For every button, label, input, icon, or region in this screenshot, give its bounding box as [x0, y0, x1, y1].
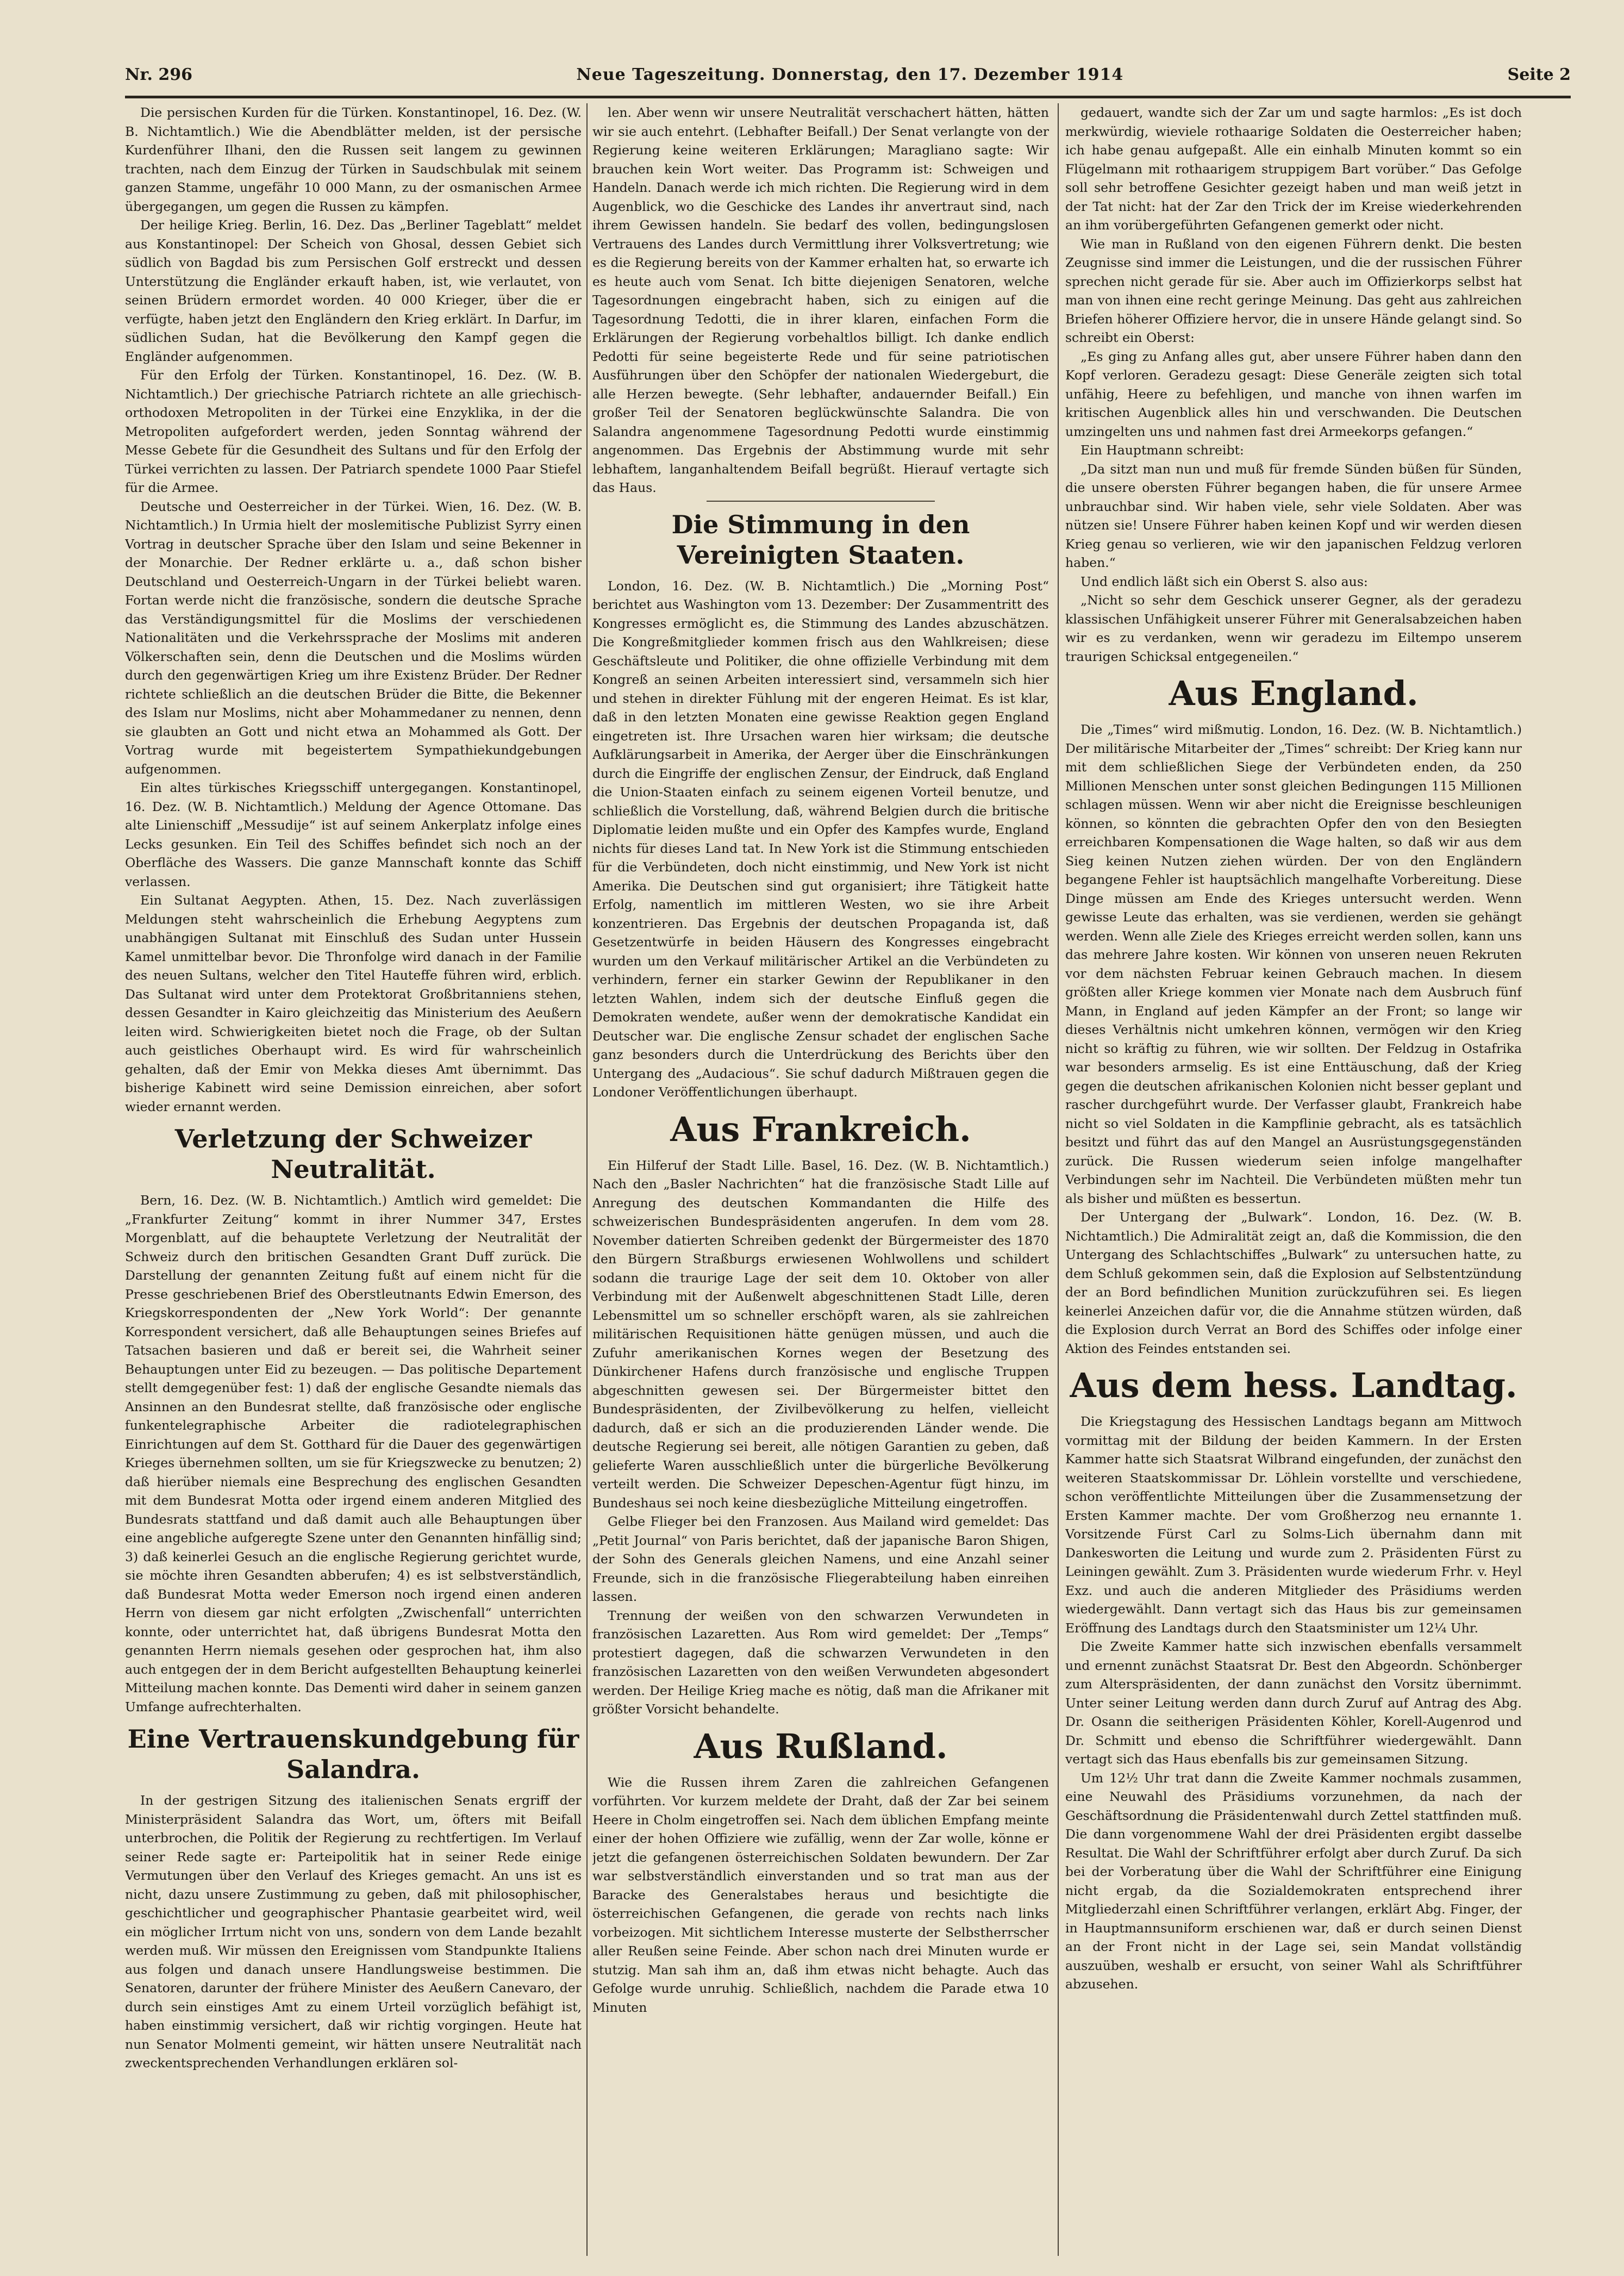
headline-england: Aus England. [1169, 674, 1419, 713]
article-salandra-continued: len. Aber wenn wir unsere Neutralität verschachert hätten, hätten wir sie auch entehrt. (Lebhafter Beifall.) Der Senat verlangte von der Regierung keine weiteren Erklärungen; Maragliano sagte: Wir brauchen kein Wort weiter. Das Programm ist: Schweigen und Handeln. Danach werde ich mich richten. Die Regierung wird in dem Augenblick, wo die Geschicke des Landes ihr anvertraut sind, nach ihrem Gewissen handeln. Sie bedarf des vollen, bedingungslosen Vertrauens des Landes durch Vermittlung ihrer Volksvertretung; wie es die Regierung bereits von der Kammer erhalten hat, so erwarte ich es heute auch vom Senat. Ich bitte diejenigen Senatoren, welche Tagesordnungen eingebracht haben, sich zu einigen auf die Tagesordnung Tedotti, die in ihrer klaren, einfachen Form die Erklärungen der Regierung vorbehaltlos billigt. Ich danke endlich Pedotti für seine begeisterte Rede und für seine patriotischen Ausführungen über den Schöpfer der nationalen Wiedergeburt, die alle Herzen bewegte. (Sehr lebhafter, andauernder Beifall.) Ein großer Teil der Senatoren beglückwünschte Salandra. Die von Salandra angenommene Tagesordnung Pedotti wurde einstimmig angenommen. Das Ergebnis der Abstimmung wurde mit sehr lebhaftem, langanhaltendem Beifall begrüßt. Hierauf vertagte sich das Haus. [592, 105, 1049, 495]
article-bulwark: Der Untergang der „Bulwark“. London, 16. Dez. (W. B. Nichtamtlich.) Die Admiralität zeigt an, daß die Kommission, die den Untergang des Schlachtschiffes „Bulwark“ zu untersuchen hatte, zu dem Schluß gekommen sein, daß die Explosion auf Selbstentzündung der an Bord befindlichen Munition zurückzuführen sei. Es liegen keinerlei Anzeichen dafür vor, die die Annahme stützen würden, daß die Explosion durch Verrat an Bord des Schiffes oder infolge einer Aktion des Feindes entstanden sei. [1065, 1209, 1522, 1356]
column-1 [125, 103, 582, 2256]
quote-colonel-s: „Nicht so sehr dem Geschick unserer Gegner, als der geradezu klassischen Unfähigkeit unserer Führer mit Generalsabzeichen haben wir es zu verdanken, wenn wir geradezu im Eiltempo unserem traurigen Schicksal entgegeneilen.“ [1065, 593, 1522, 664]
article-sultanate-egypt: Ein Sultanat Aegypten. Athen, 15. Dez. Nach zuverlässigen Meldungen steht wahrscheinlich die Erhebung Aegyptens zum unabhängigen Sultanat mit Einschluß des Sudan unter Hussein Kamel unmittelbar bevor. Die Thronfolge wird danach in der Familie des neuen Sultans, welcher den Titel Hauteffe führen wird, erblich. Das Sultanat wird unter dem Protektorat Großbritanniens stehen, dessen Gesandter in Kairo gleichzeitig das Ministerium des Aeußern leiten wird. Schwierigkeiten bietet noch die Frage, ob der Sultan auch geistliches Oberhaupt wird. Es wird für wahrscheinlich gehalten, daß der Emir von Mekka dieses Amt übernimmt. Das bisherige Kabinett wird seine Demission einreichen, aber sofort wieder ernannt werden. [125, 893, 582, 1114]
article-holy-war: Der heilige Krieg. Berlin, 16. Dez. Das „Berliner Tageblatt“ meldet aus Konstantinopel: Der Scheich von Ghosal, dessen Gebiet sich südlich von Bagdad bis zum Persischen Golf erstreckt und dessen Unterstützung die Engländer erkauft haben, ist, wie verlautet, von seinen Brüdern ermordet worden. 40 000 Krieger, über die er verfügte, haben jetzt den Engländern den Krieg erklärt. In Darfur, im südlichen Sudan, hat die Bevölkerung den Kampf gegen die Engländer aufgenommen. [125, 217, 582, 364]
quote-captain-intro: Ein Hauptmann schreibt: [1080, 442, 1244, 458]
quote-colonel-s-intro: Und endlich läßt sich ein Oberst S. also aus: [1080, 573, 1368, 589]
article-germans-austrians-turkey: Deutsche und Oesterreicher in der Türkei. Wien, 16. Dez. (W. B. Nichtamtlich.) In Urmia hielt der moslemitische Publizist Syrry einen Vortrag in deutscher Sprache über den Islam und seine Bekenner in der Monarchie. Der Redner erklärte u. a., daß schon bisher Deutschland und Oesterreich-Ungarn in der Türkei beliebt waren. Fortan werde nicht die französische, sondern die deutsche Sprache das Verständigungsmittel für die Moslims der verschiedenen Nationalitäten und die Verkehrssprache der Moslims mit anderen Völkerschaften sein, denn die Deutschen und die Moslims würden durch den gegenwärtigen Krieg um ihre Existenz Brüder. Der Redner richtete schließlich an die deutschen Brüder die Bitte, die Bekenner des Islam nur Moslims, nicht aber Mohammedaner zu nennen, denn sie glaubten an Gott und nicht etwa an Mohammed als Gott. Der Vortrag wurde mit begeistertem Sympathiekundgebungen aufgenommen. [125, 498, 582, 777]
article-lille: Ein Hilferuf der Stadt Lille. Basel, 16. Dez. (W. B. Nichtamtlich.) Nach den „Basler Nachrichten“ hat die französische Stadt Lille auf Anregung des deutschen Kommandanten die Hilfe des schweizerischen Bundespräsidenten angerufen. In dem vom 28. November datierten Schreiben gedenkt der Bürgermeister des 1870 den Bürgern Straßburgs erwiesenen Wohlwollens und schildert sodann die traurige Lage der seit dem 10. Oktober von aller Verbindung mit der Außenwelt abgeschnittenen Stadt Lille, deren Lebensmittel um so schneller erschöpft waren, als sie zahlreichen militärischen Requisitionen hätte genügen müssen, und auch die Zufuhr amerikanischen Kornes wegen der Besetzung des Dünkirchener Hafens durch französische und englische Truppen abgeschnitten gewesen sei. Der Bürgermeister bittet den Bundespräsidenten, der Zivilbevölkerung zu helfen, vielleicht dadurch, daß er sich an die produzierenden Länder wende. Die deutsche Regierung sei bereit, alle nötigen Garantien zu geben, daß gelieferte Waren ausschließlich unter die bürgerliche Bevölkerung verteilt werden. Die Schweizer Depeschen-Agentur fügt hinzu, im Bundeshaus sei noch keine diesbezügliche Mitteilung eingetroffen. [592, 1157, 1049, 1511]
article-second-chamber: Die Zweite Kammer hatte sich inzwischen ebenfalls versammelt und ernennt zunächst Staatsrat Dr. Best den Abgeordn. Schönberger zum Alterspräsidenten, der dann zunächst den Vorsitz übernimmt. Unter seiner Leitung werden dann durch Zuruf auf Antrag des Abg. Dr. Osann die seitherigen Präsidenten Köhler, Korell-Augenrod und Dr. Schmitt und ebenso die Schriftführer wiedergewählt. Dann vertagt sich das Haus ebenfalls bis zur gemeinsamen Sitzung. [1065, 1639, 1522, 1767]
article-turkish-warship-sunk: Ein altes türkisches Kriegsschiff untergegangen. Konstantinopel, 16. Dez. (W. B. Nichtamtlich.) Meldung der Agence Ottomane. Das alte Linienschiff „Messudije“ ist auf seinem Ankerplatz infolge eines Lecks gesunken. Ein Teil des Schiffes befindet sich noch an der Oberfläche des Wassers. Die ganze Mannschaft konnte das Schiff verlassen. [125, 780, 582, 889]
article-salandra: In der gestrigen Sitzung des italienischen Senats ergriff der Ministerpräsident Salandra das Wort, um, öfters mit Beifall unterbrochen, die Politik der Regierung zu rechtfertigen. Im Verlauf seiner Rede sagte er: Parteipolitik hat in seiner Rede einige Vermutungen über den Verlauf des Krieges gemacht. An uns ist es nicht, dazu unsere Zustimmung zu geben, daß mit philosophischer, geschichtlicher und geographischer Phantasie gearbeitet wird, weil ein möglicher Irrtum nicht von uns, sondern von dem Lande bezahlt werden muß. Wir müssen den Ereignissen vom Standpunkte Italiens aus folgen und danach unsere Handlungsweise bestimmen. Die Senatoren, darunter der frühere Minister des Aeußern Canevaro, der durch sein einstiges Amt zu einem Urteil vorzüglich befähigt ist, haben einstimmig versichert, daß wir richtig vorgingen. Heute hat nun Senator Molmenti gemeint, wir hätten unsere Neutralität nach zweckentsprechenden Verhandlungen erklären sol- [125, 1793, 582, 2071]
issue-number: Nr. 296 [125, 65, 192, 84]
article-united-states: London, 16. Dez. (W. B. Nichtamtlich.) Die „Morning Post“ berichtet aus Washington vom 13. Dezember: Der Zusammentritt des Kongresses ermöglicht es, die Stimmung des Landes abzuschätzen. Die Kongreßmitglieder kommen frisch aus den Wahlkreisen; diese Geschäftsleute und Politiker, die ohne offizielle Verbindung mit dem Kongreß an seinen Arbeiten interessiert sind, versammeln sich hier und stehen in direkter Fühlung mit der engeren Heimat. Es ist klar, daß in den letzten Monaten eine gewisse Reaktion gegen England eingetreten ist. Ihre Ursachen waren hier wirksam; die deutsche Aufklärungsarbeit in Amerika, der Aerger über die Einschränkungen durch die Eingriffe der englischen Zensur, der Eindruck, daß England die Union-Staaten einfach zu seinem eigenen Vorteil benutze, und schließlich die Vorstellung, daß, während Belgien durch die britische Diplomatie leiden mußte und ein Opfer des Kampfes wurde, England nichts für dieses Land tat. In New York ist die Stimmung entschieden für die Verbündeten, doch nicht einstimmig, und New York ist nicht Amerika. Die Deutschen sind gut organisiert; ihre Tätigkeit hatte Erfolg, namentlich im mittleren Westen, wo sie ihre Arbeit konzentrieren. Das Ergebnis der deutschen Propaganda ist, daß Gesetzentwürfe in beiden Häusern des Kongresses eingebracht wurden um den Verkauf militärischer Artikel an die Verbündeten zu verhindern, ferner ein starker Gewinn der Republikaner in den letzten Wahlen, indem sich der deutsche Einfluß gegen die Demokraten wendete, außer wenn der demokratische Kandidat ein Deutscher war. Die englische Zensur schadet der englischen Sache ganz besonders durch die Unterdrückung des Berichts über den Untergang des „Audacious“. Sie schuf dadurch Mißtrauen gegen die Londoner Veröffentlichungen überhaupt. [592, 578, 1049, 1100]
page-number: Seite 2 [1507, 65, 1571, 84]
article-tsar-prisoners: Wie die Russen ihrem Zaren die zahlreichen Gefangenen vorführten. Vor kurzem meldete der Draht, daß der Zar bei seinem Heere in Cholm eingetroffen sei. Nach dem üblichen Empfang meinte einer der hohen Offiziere wie zufällig, wenn der Zar wolle, könne er jetzt die gefangenen österreichischen Soldaten bewundern. Der Zar war selbstverständlich einverstanden und so trat man aus der Baracke des Generalstabes heraus und besichtigte die österreichischen Gefangenen, die gerade von rechts nach links vorbeizogen. Mit sichtlichem Interesse musterte der Selbstherrscher aller Reußen seine Feinde. Aber schon nach drei Minuten wurde er stutzig. Man sah ihm an, daß ihm etwas nicht behagte. Auch das Gefolge wurde unruhig. Schließlich, nachdem die Parade etwa 10 Minuten [592, 1774, 1049, 2015]
headline-france: Aus Frankreich. [670, 1109, 971, 1149]
article-yellow-aviators: Gelbe Flieger bei den Franzosen. Aus Mailand wird gemeldet: Das „Petit Journal“ von Paris berichtet, daß der japanische Baron Shigen, der Sohn des Generals gleichen Namens, und eine Anzahl seiner Freunde, sich in die französische Fliegerabteilung haben einreihen lassen. [592, 1514, 1049, 1604]
masthead-rule [125, 96, 1571, 98]
headline-united-states: Die Stimmung in den Vereinigten Staaten. [671, 509, 970, 570]
article-tsar-prisoners-continued: gedauert, wandte sich der Zar um und sagte harmlos: „Es ist doch merkwürdig, wieviele rothaarige Soldaten die Oesterreicher haben; ich habe genau aufgepaßt. Alle ein einhalb Minuten kommt so ein Flügelmann mit rothaarigem struppigem Bart vorüber.“ Das Gefolge soll sehr betroffene Gesichter gezeigt haben und man weiß jetzt in der Tat nicht: hat der Zar den Trick der im Kreise wiederkehrenden an ihm vorübergeführten Gefangenen gemerkt oder nicht. [1065, 105, 1522, 233]
article-russian-leaders: Wie man in Rußland von den eigenen Führern denkt. Die besten Zeugnisse sind immer die Leistungen, und die der russischen Führer sprechen nicht gerade für sie. Aber auch im Offizierkorps selbst hat man von ihnen eine recht geringe Meinung. Das geht aus zahlreichen Briefen höherer Offiziere hervor, die in unsere Hände gelangt sind. So schreibt ein Oberst: [1065, 236, 1522, 345]
section-divider [707, 501, 935, 502]
column-divider [586, 103, 588, 2256]
column-divider [1058, 103, 1059, 2256]
headline-salandra: Eine Vertrauenskundgebung für Salandra. [127, 1724, 579, 1784]
column-2 [592, 103, 1049, 2256]
column-3 [1065, 103, 1522, 2256]
article-first-chamber: Die Kriegstagung des Hessischen Landtags begann am Mittwoch vormittag mit der Bildung der beiden Kammern. In der Ersten Kammer hatte sich Staatsrat Wilbrand eingefunden, der zunächst den weiteren Staatskommissar Dr. Löhlein vorstellte und verschiedene, schon veröffentlichte Mitteilungen über die Zusammensetzung der Ersten Kammer machte. Der vom Großherzog neu ernannte 1. Vorsitzende Fürst Carl zu Solms-Lich übernahm dann mit Dankesworten die Leitung und wurde zum 2. Präsidenten Fürst zu Leiningen gewählt. Zum 3. Präsidenten wurde wiederum Frhr. v. Heyl Exz. und auch die anderen Mitglieder des Präsidiums werden wiedergewählt. Dann vertagt sich das Haus bis zur gemeinsamen Eröffnung des Landtags durch den Staatsminister um 12¼ Uhr. [1065, 1414, 1522, 1636]
headline-hessian-landtag: Aus dem hess. Landtag. [1070, 1365, 1517, 1405]
article-separation-wounded: Trennung der weißen von den schwarzen Verwundeten in französischen Lazaretten. Aus Rom wird gemeldet: Der „Temps“ protestiert dagegen, daß die schwarzen Verwundeten in den französischen Lazaretten von den weißen Verwundeten abgesondert werden. Der Heilige Krieg mache es nötig, daß man die Afrikaner mit größter Vorsicht behandelte. [592, 1607, 1049, 1717]
article-presidium-vote: Um 12½ Uhr trat dann die Zweite Kammer nochmals zusammen, eine Neuwahl des Präsidiums vorzunehmen, da nach der Geschäftsordnung die Präsidentenwahl durch Zettel stattfinden muß. Die dann vorgenommene Wahl der drei Präsidenten ergibt dasselbe Resultat. Die Wahl der Schriftführer erfolgt aber durch Zuruf. Da sich bei der Vorberatung über die Wahl der Schriftführer eine Einigung nicht ergab, da die Sozialdemokraten entsprechend ihrer Mitgliederzahl einen Schriftführer verlangen, erklärt Abg. Finger, der in Hauptmannsuniform erschienen war, daß er durch seinen Dienst an der Front nicht in der Lage sei, sein Mandat vollständig auszuüben, weshalb er ersucht, von seiner Wahl als Schriftführer abzusehen. [1065, 1770, 1522, 1992]
masthead [125, 65, 1571, 96]
headline-swiss-neutrality: Verletzung der Schweizer Neutralität. [174, 1124, 532, 1184]
article-times: Die „Times“ wird mißmutig. London, 16. Dez. (W. B. Nichtamtlich.) Der militärische Mitarbeiter der „Times“ schreibt: Der Krieg kann nur mit dem schließlichen Siege der Verbündeten enden, da 250 Millionen Menschen unter sonst gleichen Bedingungen 115 Millionen schlagen müssen. Wenn wir aber nicht die Ereignisse beschleunigen können, so könnten die gebrachten Opfer den von den Besiegten erreichbaren Kompensationen die Wage halten, so daß wir aus dem Sieg keinen Nutzen ziehen würden. Der von den Engländern begangene Fehler ist hauptsächlich mangelhafte Vorbereitung. Diese Dinge müssen am Ende des Krieges untersucht werden. Wenn gewisse Leute das erhalten, was sie verdienen, werden sie gehängt werden. Wenn alle Ziele des Krieges erreicht werden sollen, kann uns das mehrere Jahre kosten. Wir können von unseren neuen Rekruten vor dem nächsten Februar keinen Gebrauch machen. In diesem größten aller Kriege kommen vier Monate nach dem Ausbruch fünf Mann, in England auf jeden Kämpfer an der Front; so lange wir dieses Verhältnis nicht umkehren können, vermögen wir den Krieg nicht so kräftig zu führen, wie wir sollten. Der Feldzug in Ostafrika war besonders armselig. Es ist eine Enttäuschung, daß der Krieg gegen die deutschen afrikanischen Kolonien nicht besser geplant und rascher durchgeführt wurde. Der Verfasser glaubt, Frankreich habe nicht so viel Soldaten in die Kampflinie gebracht, als es tatsächlich besitzt und führt das auf den Mangel an Ausrüstungsgegenständen zurück. Die Russen wiederum seien infolge mangelhafter Verbindungen sehr im Nachteil. Die Verbündeten müßten mehr tun als bisher und müßten es bessertun. [1065, 722, 1522, 1206]
article-swiss-neutrality: Bern, 16. Dez. (W. B. Nichtamtlich.) Amtlich wird gemeldet: Die „Frankfurter Zeitung“ kommt in ihrer Nummer 347, Erstes Morgenblatt, auf die behauptete Verletzung der Neutralität der Schweiz durch den britischen Gesandten Grant Duff zurück. Die Darstellung der genannten Zeitung fußt auf einem nicht für die Presse geschriebenen Brief des Oberstleutnants Edwin Emerson, des Kriegskorrespondenten der „New York World“: Der genannte Korrespondent versichert, daß alle Behauptungen seines Briefes auf Tatsachen basieren und daß er bereit sei, die Wahrheit seiner Behauptungen unter Eid zu bezeugen. — Das politische Departement stellt demgegenüber fest: 1) daß der englische Gesandte niemals das Ansinnen an den Bundesrat stellte, daß französische oder englische funkentelegraphische Arbeiter die radiotelegraphischen Einrichtungen auf dem St. Gotthard für die Dauer des gegenwärtigen Krieges übernehmen sollten, um sie für Kriegszwecke zu benutzen; 2) daß hierüber niemals eine Besprechung des englischen Gesandten mit dem Bundesrat Motta oder irgend einem anderen Mitglied des Bundesrats stattfand und daß damit auch alle Behauptungen über eine angebliche aufgeregte Szene unter den Genannten hinfällig sind; 3) daß keinerlei Gesuch an die englische Regierung gerichtet wurde, sie möchte ihren Gesandten abberufen; 4) es ist selbstverständlich, daß Bundesrat Motta weder Emerson noch irgend einen anderen Herrn von diesem gar nicht erfolgten „Zwischenfall“ unterrichten konnte, oder unterrichtet hat, daß übrigens Bundesrat Motta den genannten Herrn niemals gesehen oder gesprochen hat, ihm also auch entgegen der in dem Bericht aufgestellten Behauptung keinerlei Mitteilung machen konnte. Das Dementi wird daher in seinem ganzen Umfange aufrechterhalten. [125, 1193, 582, 1714]
article-turkish-success: Für den Erfolg der Türken. Konstantinopel, 16. Dez. (W. B. Nichtamtlich.) Der griechische Patriarch richtete an alle griechisch-orthodoxen Metropoliten in der Türkei eine Enzyklika, in der die Metropoliten aufgefordert werden, jeden Sonntag während der Messe Gebete für die Gesundheit des Sultans und für den Erfolg der Türkei verrichten zu lassen. Der Patriarch spendete 1000 Paar Stiefel für die Armee. [125, 367, 582, 495]
paper-title-date: Neue Tageszeitung. Donnerstag, den 17. Dezember 1914 [576, 65, 1124, 84]
quote-colonel: „Es ging zu Anfang alles gut, aber unsere Führer haben dann den Kopf verloren. Geradezu gesagt: Diese Generäle zeigten sich total unfähig, Heere zu befehligen, und manche von ihnen warfen im kritischen Augenblick alles hin und verschwanden. Die Deutschen umzingelten uns und nahmen fast drei Armeekorps gefangen.“ [1065, 348, 1522, 439]
article-persian-kurds: Die persischen Kurden für die Türken. Konstantinopel, 16. Dez. (W. B. Nichtamtlich.) Wie die Abendblätter melden, ist der persische Kurdenführer Ilhani, den die Russen seit langem zu gewinnen trachten, nach dem Einzug der Türken in Saudschbulak mit seinem ganzen Stamme, ungefähr 10 000 Mann, zu der osmanischen Armee übergegangen, um gegen die Russen zu kämpfen. [125, 105, 582, 214]
quote-captain: „Da sitzt man nun und muß für fremde Sünden büßen für Sünden, die unsere obersten Führer begangen haben, die für unsere Armee unbrauchbar sind. Wir haben viele, sehr viele Soldaten. Aber was nützen sie! Unsere Führer haben keinen Kopf und wir werden diesen Krieg genau so verlieren, wie wir den japanischen Feldzug verloren haben.“ [1065, 461, 1522, 570]
headline-russia: Aus Rußland. [694, 1726, 948, 1766]
